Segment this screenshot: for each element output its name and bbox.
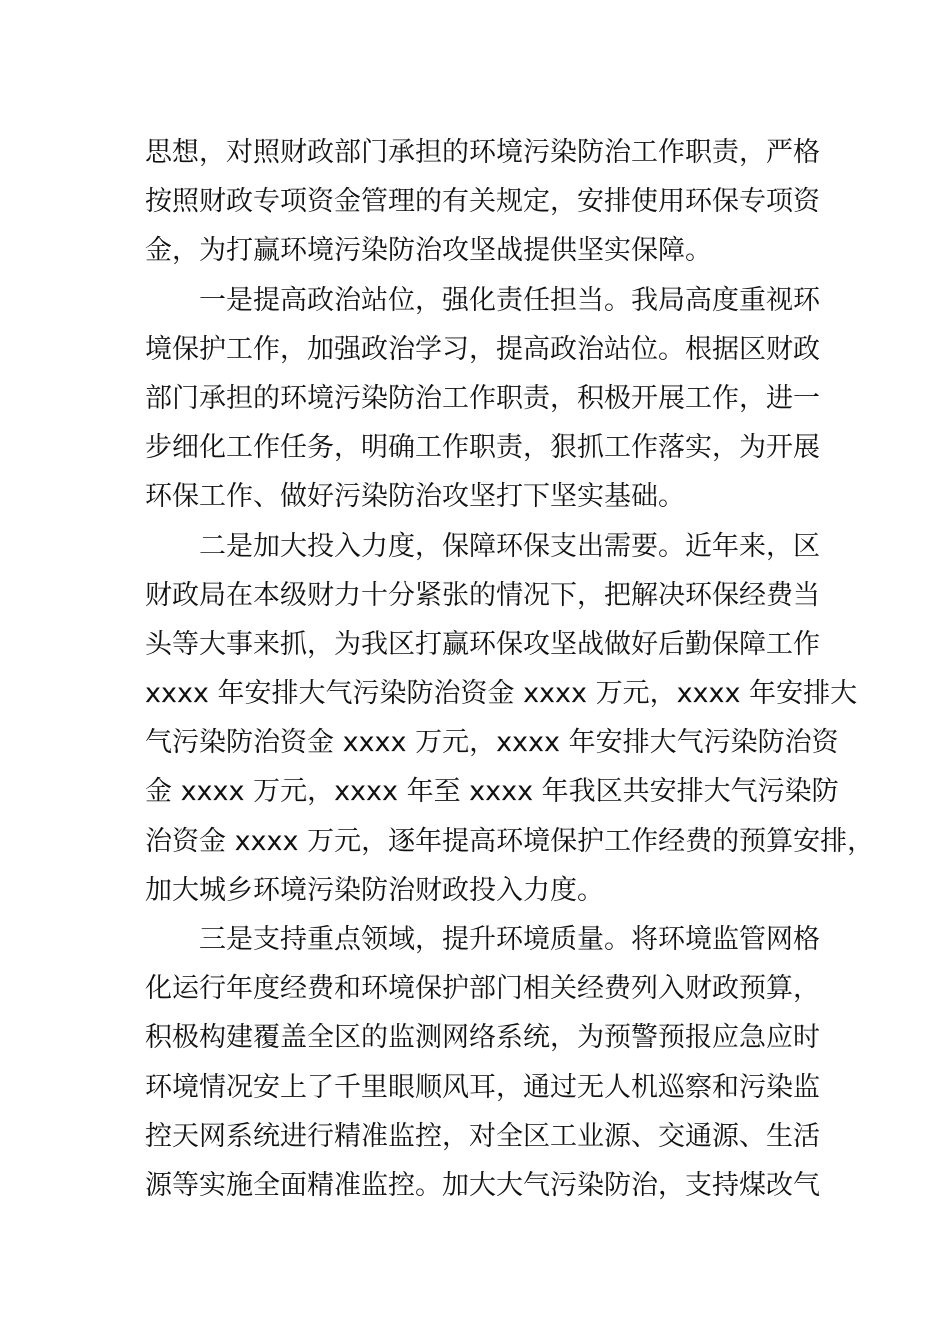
- text-line: 控天网系统进行精准监控，对全区工业源、交通源、生活: [145, 1120, 820, 1152]
- paragraph-first-line: 一是提高政治站位，强化责任担当。我局高度重视环: [199, 284, 820, 316]
- text-line: 头等大事来抓，为我区打赢环保攻坚战做好后勤保障工作: [145, 628, 820, 660]
- text-line: 金 xxxx 万元，xxxx 年至 xxxx 年我区共安排大气污染防: [145, 776, 839, 808]
- text-line: 气污染防治资金 xxxx 万元，xxxx 年安排大气污染防治资: [145, 727, 839, 759]
- text-line: 环境情况安上了千里眼顺风耳，通过无人机巡察和污染监: [145, 1071, 820, 1103]
- text-line: xxxx 年安排大气污染防治资金 xxxx 万元，xxxx 年安排大: [145, 678, 858, 710]
- paragraph-first-line: 二是加大投入力度，保障环保支出需要。近年来，区: [199, 530, 820, 562]
- text-line: 化运行年度经费和环境保护部门相关经费列入财政预算，: [145, 973, 820, 1005]
- text-line: 积极构建覆盖全区的监测网络系统，为预警预报应急应时: [145, 1022, 820, 1054]
- paragraph-first-line: 三是支持重点领域，提升环境质量。将环境监管网格: [199, 924, 820, 955]
- text-line: 环保工作、做好污染防治攻坚打下坚实基础。: [145, 481, 685, 513]
- text-line: 财政局在本级财力十分紧张的情况下，把解决环保经费当: [145, 579, 820, 611]
- text-line: 加大城乡环境污染防治财政投入力度。: [145, 874, 604, 906]
- text-line: 步细化工作任务，明确工作职责，狠抓工作落实，为开展: [145, 432, 820, 464]
- document-body: [145, 128, 875, 1210]
- text-line: 思想，对照财政部门承担的环境污染防治工作职责，严格: [145, 137, 820, 168]
- text-line: 金，为打赢环境污染防治攻坚战提供坚实保障。: [145, 235, 712, 267]
- text-line: 境保护工作，加强政治学习，提高政治站位。根据区财政: [145, 333, 820, 365]
- text-line: 源等实施全面精准监控。加大大气污染防治，支持煤改气: [145, 1169, 820, 1201]
- text-line: 治资金 xxxx 万元，逐年提高环境保护工作经费的预算安排，: [145, 825, 875, 857]
- text-line: 按照财政专项资金管理的有关规定，安排使用环保专项资: [145, 186, 820, 218]
- text-line: 部门承担的环境污染防治工作职责，积极开展工作，进一: [145, 382, 820, 414]
